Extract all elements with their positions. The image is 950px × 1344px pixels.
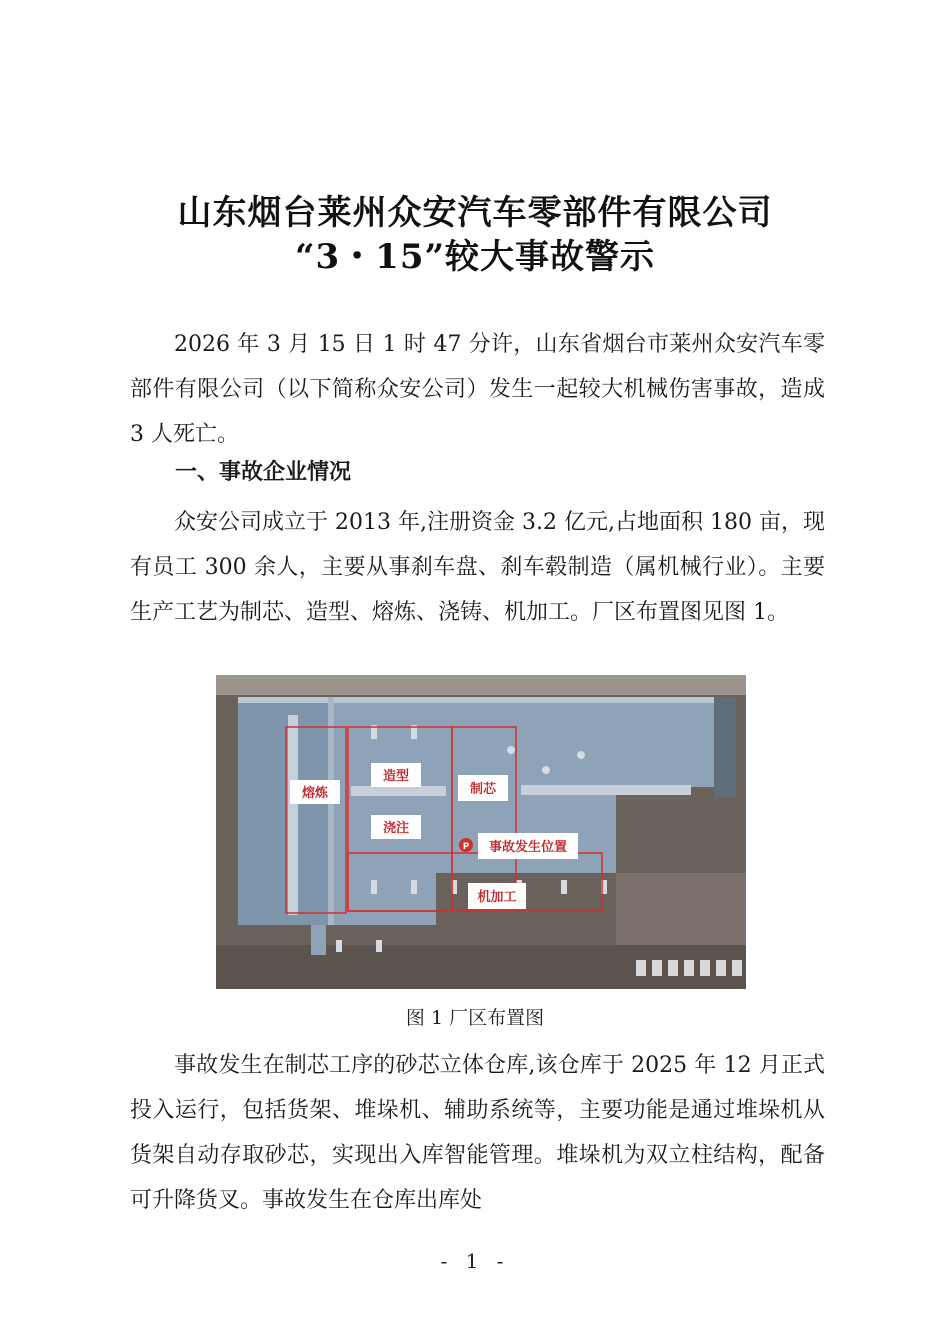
factory-aerial-image [216,675,746,989]
company-info-paragraph: 众安公司成立于 2013 年,注册资金 3.2 亿元,占地面积 180 亩，现有员工 300 余人，主要从事刹车盘、刹车毂制造（属机械行业）。主要生产工艺为制芯、造型、熔炼、浇铸、机加工。厂区布置图见图 1。 [130,510,825,625]
page-number: - 1 - [440,1249,510,1273]
label-coremaking [458,775,508,801]
svg-text:事故发生位置: 事故发生位置 [488,840,568,855]
svg-text:机加工: 机加工 [477,890,517,905]
section-heading: 一、事故企业情况 [175,460,352,485]
document-title-line2: “3・15”较大事故警示 [294,237,656,277]
document-title-line1: 山东烟台莱州众安汽车零部件有限公司 [177,193,773,233]
svg-text:浇注: 浇注 [382,821,410,836]
figure-caption: 图 1 厂区布置图 [405,1007,545,1029]
accident-marker-icon [459,838,473,852]
label-pouring [371,815,421,839]
label-accident-location [478,833,578,859]
label-smelting [290,780,340,804]
intro-paragraph: 2026 年 3 月 15 日 1 时 47 分许，山东省烟台市莱州众安汽车零部件有限公司（以下简称众安公司）发生一起较大机械伤害事故，造成 3 人死亡。 [130,332,825,447]
label-molding [371,763,421,787]
factory-layout-figure [216,675,746,989]
svg-text:造型: 造型 [382,769,410,784]
label-machining [468,883,526,909]
svg-text:制芯: 制芯 [469,782,497,797]
accident-description-paragraph: 事故发生在制芯工序的砂芯立体仓库,该仓库于 2025 年 12 月正式投入运行，包括货架、堆垛机、辅助系统等，主要功能是通过堆垛机从货架自动存取砂芯，实现出入库智能管理。堆垛机为双立柱结构，配备可升降货叉。事故发生在仓库出库处 [130,1053,825,1213]
svg-text:熔炼: 熔炼 [301,786,329,801]
svg-text:P: P [462,842,470,852]
